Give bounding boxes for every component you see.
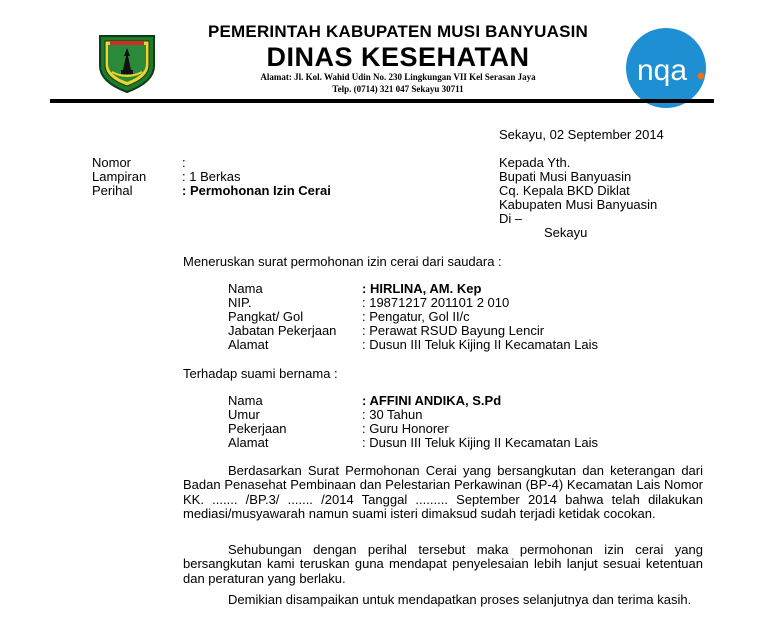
applicant-value: : 19871217 201101 2 010 bbox=[362, 295, 510, 310]
header-phone-line: Telp. (0714) 321 047 Sekayu 30711 bbox=[332, 84, 464, 94]
applicant-value: : Pengatur, Gol II/c bbox=[362, 309, 470, 324]
applicant-label: Jabatan Pekerjaan bbox=[228, 323, 337, 338]
nqa-dot bbox=[698, 73, 705, 80]
meta-label-nomor: Nomor bbox=[92, 155, 132, 170]
body-paragraph: Berdasarkan Surat Permohonan Cerai yang bersangkutan dan keterangan dari Badan Penasehat Pembinaan dan Pelestarian Perkawinan (BP-4) Kecamatan Lais Nomor KK. ....... /BP.3/ ....... /2014 Tanggal ......... September 2014 bahwa telah dilakukan mediasi/musyawarah namun suami isteri dimaksud sudah terjadi ketidak cocokan. bbox=[183, 463, 703, 522]
applicant-label: Pangkat/ Gol bbox=[228, 309, 304, 324]
spouse-label: Alamat bbox=[228, 435, 269, 450]
header-divider bbox=[50, 99, 714, 103]
nqa-logo-text: nqa bbox=[636, 54, 688, 87]
header-address bbox=[178, 71, 618, 95]
header-government-name: PEMERINTAH KABUPATEN MUSI BANYUASIN bbox=[207, 22, 589, 41]
spouse-value: : Guru Honorer bbox=[362, 421, 449, 436]
meta-value-perihal: : Permohonan Izin Cerai bbox=[182, 183, 331, 198]
spouse-value: : 30 Tahun bbox=[362, 407, 423, 422]
meta-value-nomor: : bbox=[182, 155, 186, 170]
nqa-certification-logo bbox=[624, 26, 708, 110]
spouse-label: Nama bbox=[228, 393, 263, 408]
spouse-value: : Dusun III Teluk Kijing II Kecamatan Lais bbox=[362, 435, 599, 450]
header-address-line: Alamat: Jl. Kol. Wahid Udin No. 230 Lingkungan VII Kel Serasan Jaya bbox=[260, 72, 536, 82]
header-agency-name: DINAS KESEHATAN bbox=[266, 42, 530, 72]
meta-value-lampiran: : 1 Berkas bbox=[182, 169, 241, 184]
recipient-line: Di – bbox=[499, 211, 523, 226]
spouse-label: Pekerjaan bbox=[228, 421, 287, 436]
spouse-value: : AFFINI ANDIKA, S.Pd bbox=[362, 393, 502, 408]
applicant-value: : HIRLINA, AM. Kep bbox=[362, 281, 482, 296]
recipient-line: Cq. Kepala BKD Diklat bbox=[499, 183, 630, 198]
applicant-value: : Perawat RSUD Bayung Lencir bbox=[362, 323, 545, 338]
spouse-intro-text: Terhadap suami bernama : bbox=[183, 366, 338, 381]
regency-emblem-logo bbox=[94, 32, 160, 94]
applicant-label: NIP. bbox=[228, 295, 252, 310]
spouse-label: Umur bbox=[228, 407, 260, 422]
recipient-line: Kabupaten Musi Banyuasin bbox=[499, 197, 658, 212]
intro-text: Meneruskan surat permohonan izin cerai dari saudara : bbox=[183, 254, 502, 269]
applicant-value: : Dusun III Teluk Kijing II Kecamatan Lais bbox=[362, 337, 599, 352]
body-paragraph: Demikian disampaikan untuk mendapatkan proses selanjutnya dan terima kasih. bbox=[228, 592, 692, 607]
applicant-label: Alamat bbox=[228, 337, 269, 352]
body-paragraph: Sehubungan dengan perihal tersebut maka permohonan izin cerai yang bersangkutan kami teruskan guna mendapat penyelesaian lebih lanjut sesuai ketentuan dan peraturan yang berlaku. bbox=[183, 542, 703, 586]
meta-label-perihal: Perihal bbox=[92, 183, 133, 198]
applicant-label: Nama bbox=[228, 281, 263, 296]
recipient-line: Bupati Musi Banyuasin bbox=[499, 169, 632, 184]
recipient-line: Sekayu bbox=[544, 225, 588, 240]
recipient-line: Kepada Yth. bbox=[499, 155, 571, 170]
letter-date: Sekayu, 02 September 2014 bbox=[499, 127, 664, 142]
meta-label-lampiran: Lampiran bbox=[92, 169, 147, 184]
